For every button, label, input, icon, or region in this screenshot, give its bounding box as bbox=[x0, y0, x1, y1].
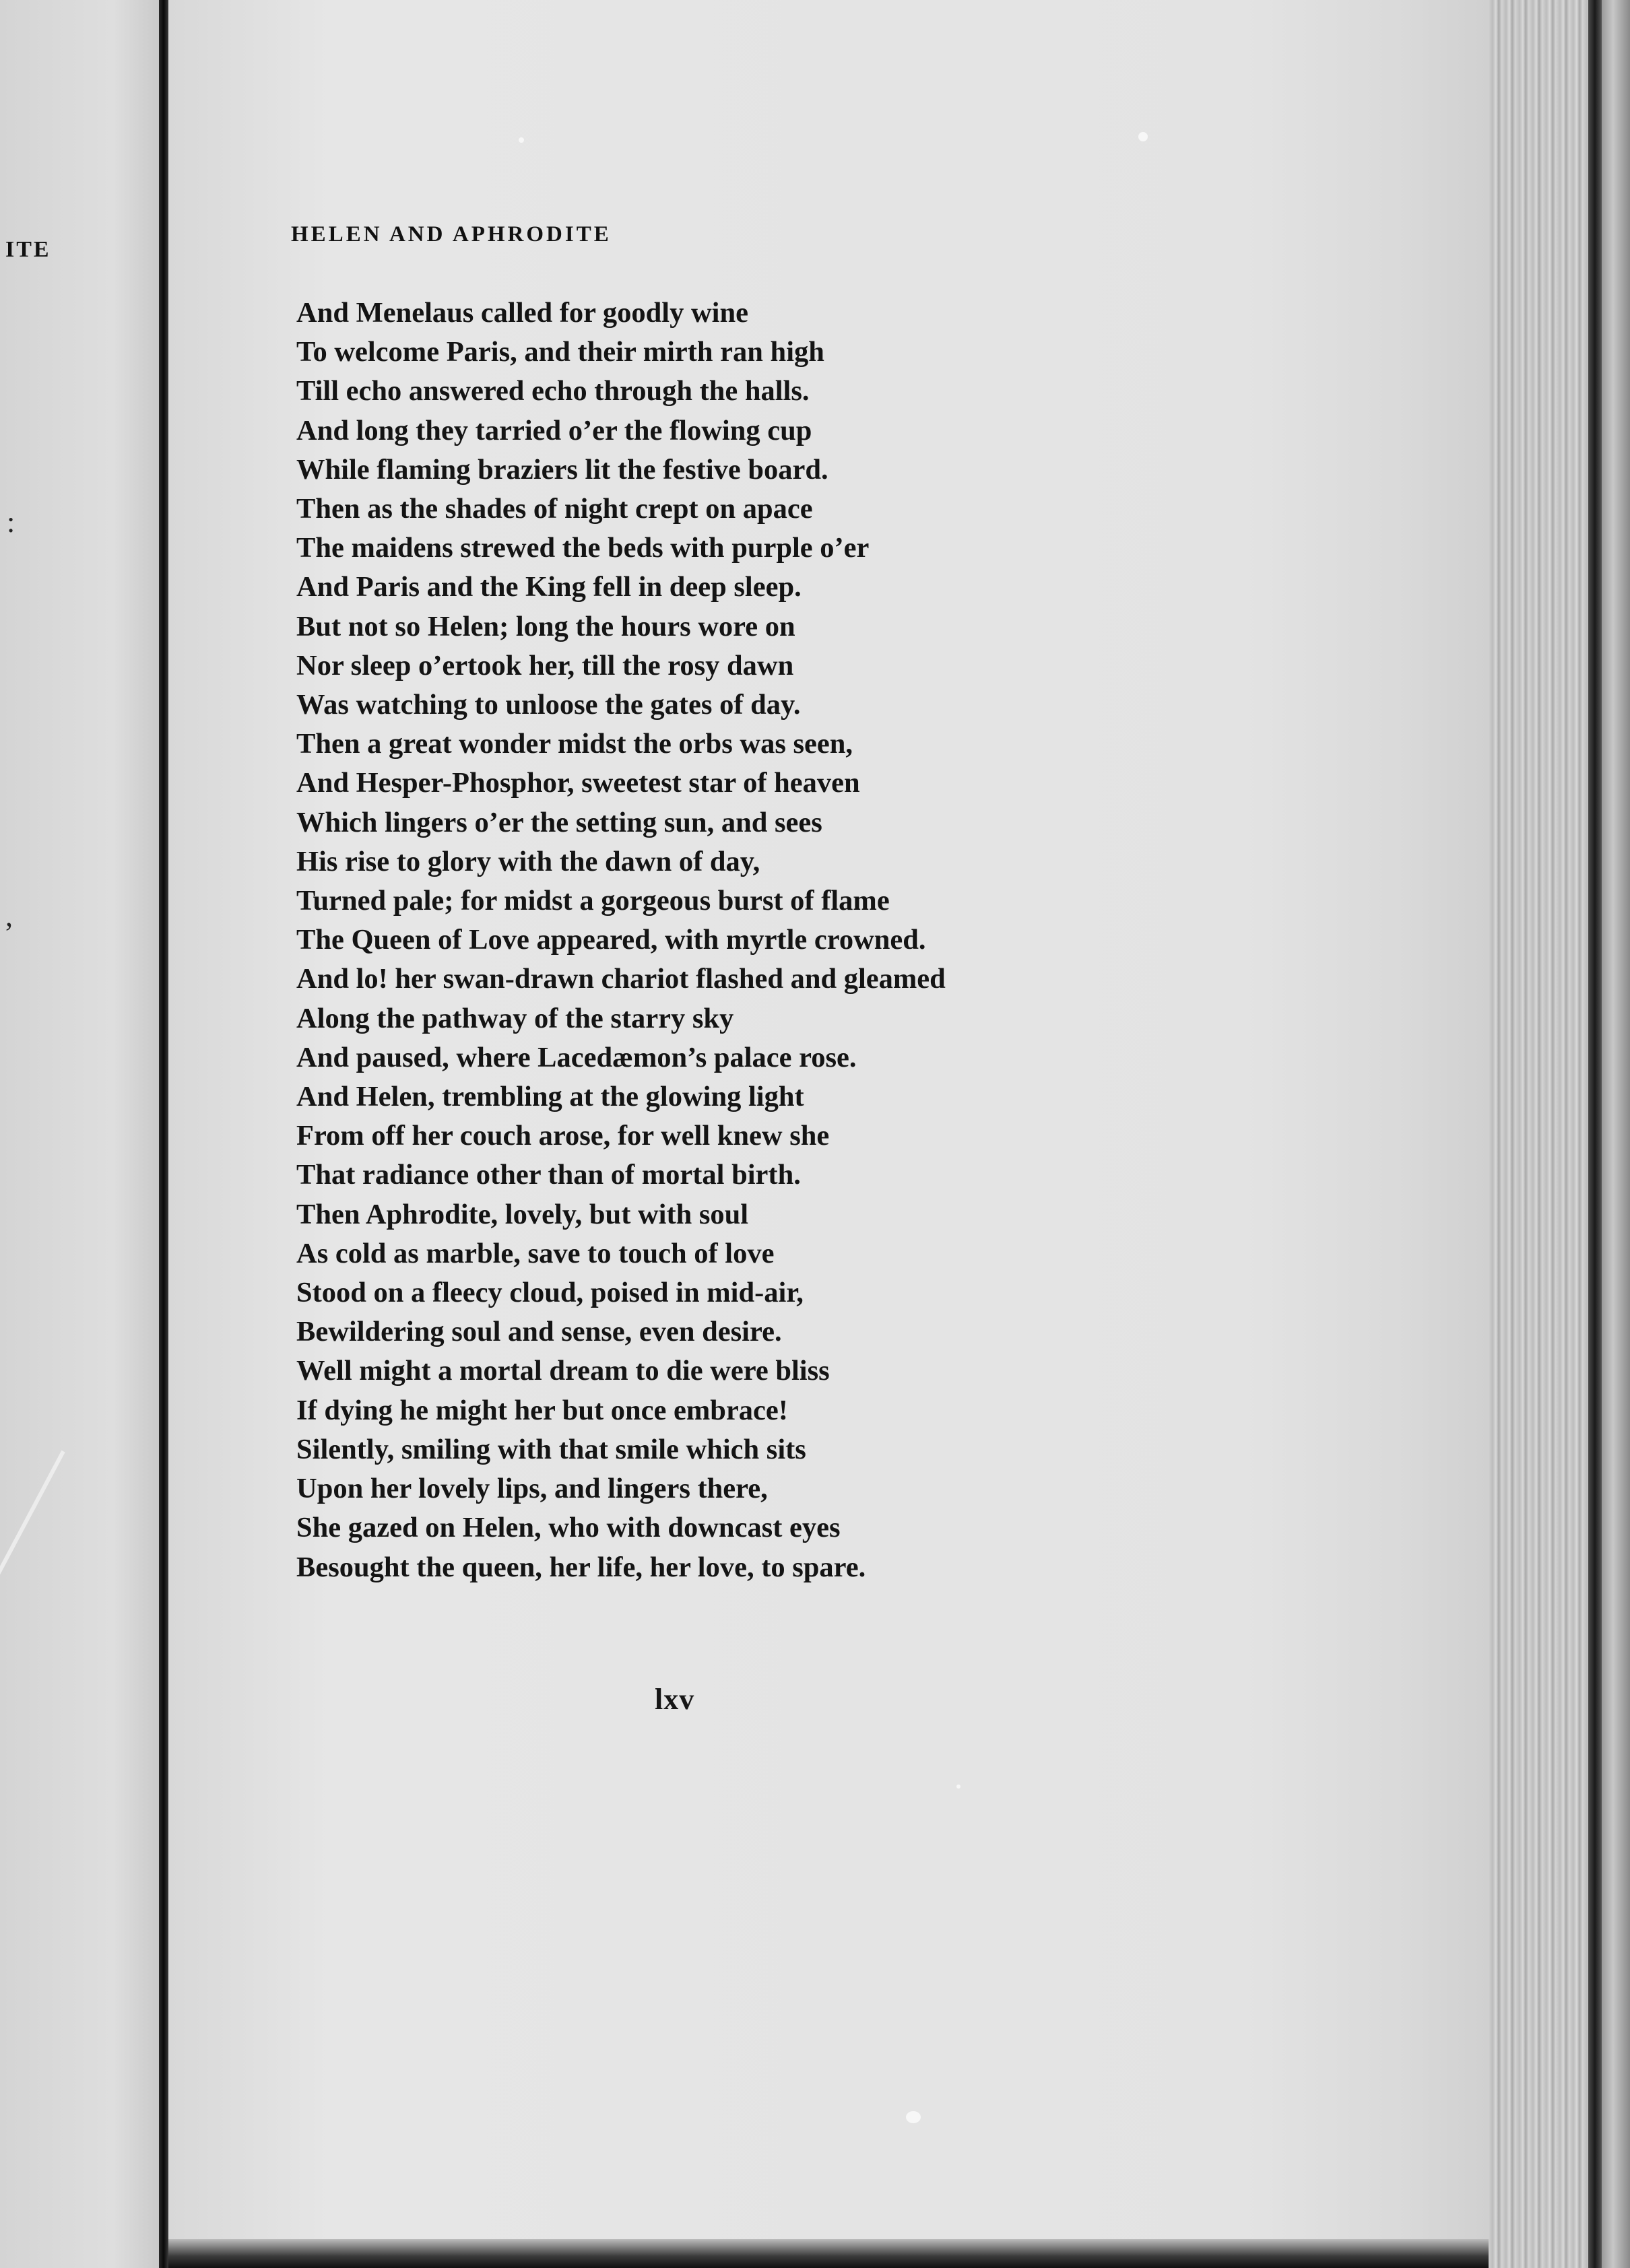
poem-line: Turned pale; for midst a gorgeous burst of flame bbox=[296, 885, 890, 917]
page-edge-shadow bbox=[1588, 0, 1602, 2268]
poem-line: Besought the queen, her life, her love, to spare. bbox=[296, 1551, 866, 1583]
page-edges bbox=[1489, 0, 1630, 2268]
page-bottom-shadow bbox=[168, 2239, 1515, 2268]
left-facing-page bbox=[0, 0, 162, 2268]
poem-line: Then a great wonder midst the orbs was seen, bbox=[296, 728, 853, 760]
poem-line: And long they tarried o’er the flowing cup bbox=[296, 414, 812, 446]
poem-line: Silently, smiling with that smile which sits bbox=[296, 1433, 806, 1465]
poem-line: Which lingers o’er the setting sun, and sees bbox=[296, 806, 822, 838]
page-edge-outer bbox=[1602, 0, 1630, 2268]
poem-line: As cold as marble, save to touch of love bbox=[296, 1237, 775, 1269]
poem-line: The maidens strewed the beds with purple o’er bbox=[296, 532, 870, 564]
gutter-shadow bbox=[159, 0, 168, 2268]
dust-speck bbox=[956, 1785, 960, 1789]
poem-line: Bewildering soul and sense, even desire. bbox=[296, 1316, 782, 1348]
poem-line: And paused, where Lacedæmon’s palace rose. bbox=[296, 1041, 857, 1073]
poem-line: While flaming braziers lit the festive board. bbox=[296, 453, 828, 486]
poem-line: Then as the shades of night crept on apace bbox=[296, 493, 813, 525]
dust-speck bbox=[1138, 132, 1148, 141]
poem-line: The Queen of Love appeared, with myrtle crowned. bbox=[296, 924, 926, 956]
left-page-comma-mark: , bbox=[5, 900, 13, 933]
poem-line: And Paris and the King fell in deep sleep. bbox=[296, 571, 802, 603]
poem-text bbox=[296, 294, 1374, 1587]
page-number: lxv bbox=[655, 1683, 695, 1716]
left-page-colon-mark: : bbox=[7, 506, 15, 539]
poem-line: And Hesper-Phosphor, sweetest star of heaven bbox=[296, 767, 860, 799]
poem-line: And Menelaus called for goodly wine bbox=[296, 297, 748, 329]
poem-line: And lo! her swan-drawn chariot flashed and gleamed bbox=[296, 963, 946, 995]
poem-line: Then Aphrodite, lovely, but with soul bbox=[296, 1198, 749, 1230]
left-page-header-fragment: ITE bbox=[5, 237, 51, 262]
poem-line: That radiance other than of mortal birth. bbox=[296, 1159, 801, 1191]
poem-line: Well might a mortal dream to die were bliss bbox=[296, 1355, 830, 1387]
poem-line: Along the pathway of the starry sky bbox=[296, 1002, 734, 1034]
poem-line: Till echo answered echo through the halls. bbox=[296, 375, 810, 407]
running-head: HELEN AND APHRODITE bbox=[291, 222, 612, 246]
poem-line: But not so Helen; long the hours wore on bbox=[296, 610, 795, 642]
film-scratch bbox=[0, 1450, 65, 1607]
poem-line: Stood on a fleecy cloud, poised in mid-air, bbox=[296, 1277, 804, 1309]
dust-speck bbox=[519, 137, 524, 143]
dust-speck bbox=[906, 2111, 921, 2123]
poem-line: And Helen, trembling at the glowing light bbox=[296, 1081, 804, 1113]
poem-line: To welcome Paris, and their mirth ran high bbox=[296, 336, 824, 368]
poem-line: Nor sleep o’ertook her, till the rosy dawn bbox=[296, 649, 794, 681]
poem-line: Was watching to unloose the gates of day. bbox=[296, 689, 801, 721]
poem-line: If dying he might her but once embrace! bbox=[296, 1394, 788, 1426]
poem-line: From off her couch arose, for well knew she bbox=[296, 1120, 830, 1152]
poem-line: Upon her lovely lips, and lingers there, bbox=[296, 1473, 768, 1505]
poem-line: She gazed on Helen, who with downcast eyes bbox=[296, 1512, 841, 1544]
poem-line: His rise to glory with the dawn of day, bbox=[296, 845, 760, 877]
